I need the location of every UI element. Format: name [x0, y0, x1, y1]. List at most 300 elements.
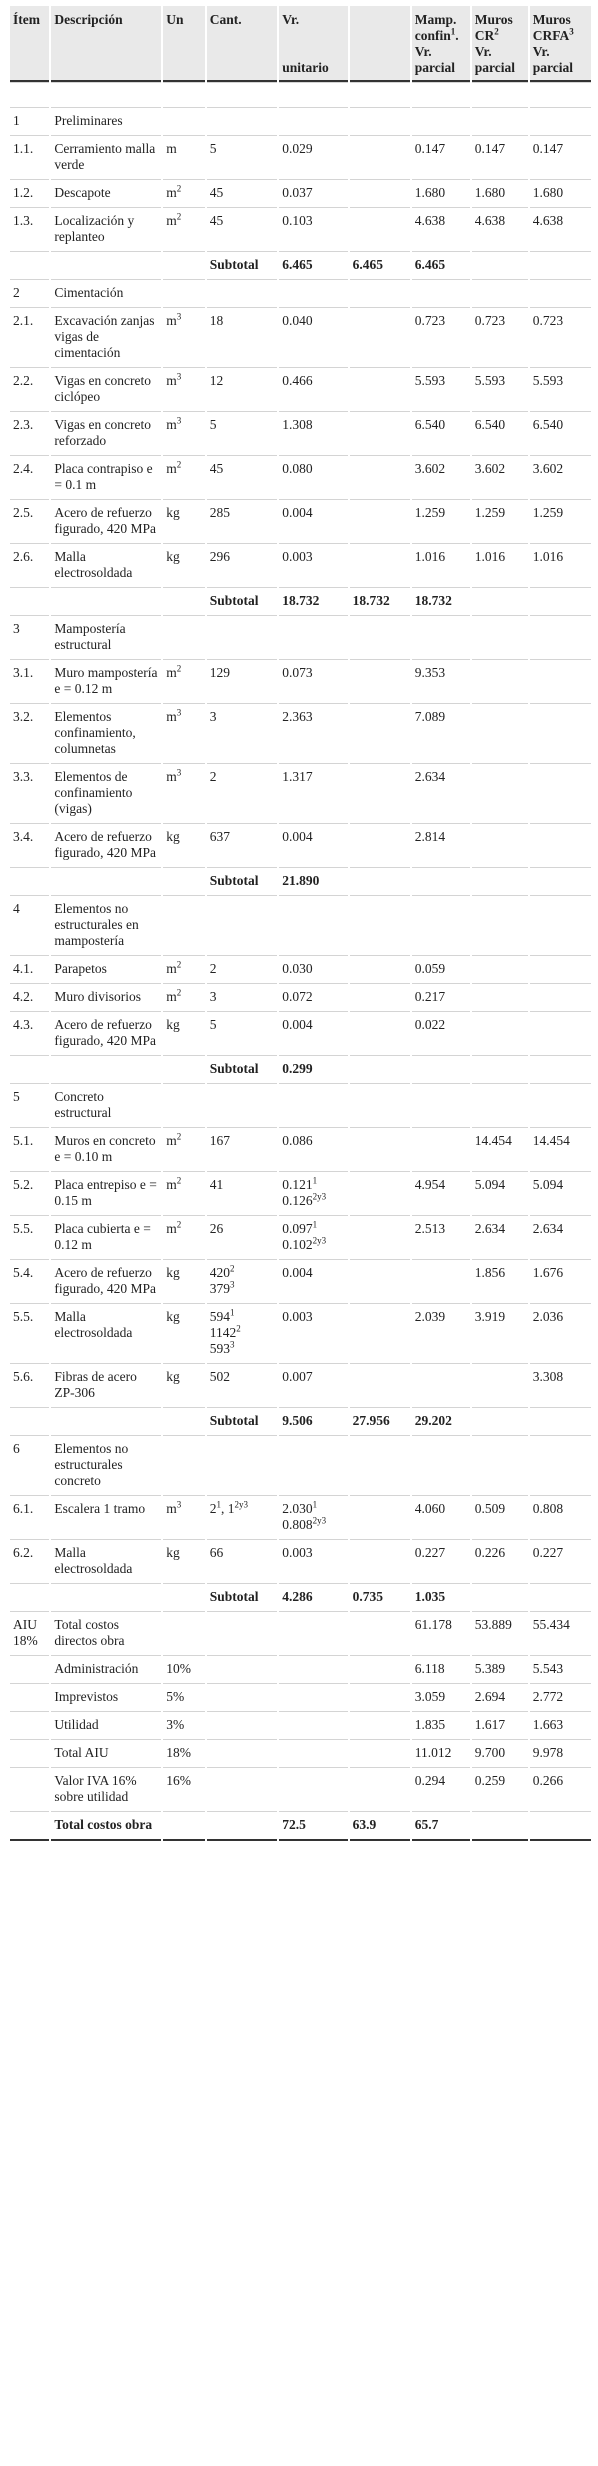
cell-description	[51, 955, 161, 983]
cell-text: 9.353	[414, 665, 446, 680]
cell-cr-parcial	[472, 251, 528, 279]
cell-text: Imprevistos	[54, 1689, 119, 1704]
cell-description	[51, 411, 161, 455]
superscript: 2	[236, 1323, 241, 1334]
section-row	[10, 279, 591, 307]
cell-quantity	[207, 1171, 277, 1215]
cell-quantity	[207, 1083, 277, 1127]
cell-item	[10, 867, 49, 895]
cell-description	[51, 1083, 161, 1127]
cell-text: 0.266	[532, 1773, 564, 1788]
cell-text: 0.097	[282, 1221, 313, 1236]
cell-text: 0.004	[282, 505, 313, 520]
cell-description	[51, 179, 161, 207]
cell-text: 1.680	[532, 185, 564, 200]
cell-cr-parcial	[472, 207, 528, 251]
table-row	[10, 1363, 591, 1407]
table-row	[10, 135, 591, 179]
cell-text: 0.735	[352, 1589, 383, 1604]
cell-cr-parcial	[472, 659, 528, 703]
cell-text: m	[166, 769, 177, 784]
cell-crfa-parcial	[530, 1495, 591, 1539]
cell-cr-parcial	[472, 703, 528, 763]
cell-unit-price	[279, 1171, 347, 1215]
cell-mamp-parcial	[412, 1363, 470, 1407]
cell-quantity	[207, 135, 277, 179]
cell-unit	[163, 82, 204, 107]
cell-text: 55.434	[532, 1617, 570, 1632]
cell-text: kg	[166, 1309, 180, 1324]
cell-text: Cerramiento malla verde	[54, 141, 156, 172]
cell-unit	[163, 1011, 204, 1055]
cell-text: 65.7	[414, 1817, 439, 1832]
cell-item	[10, 615, 49, 659]
cell-text: 2	[209, 1501, 217, 1516]
cell-text: Subtotal	[209, 593, 259, 608]
cell-unit	[163, 543, 204, 587]
cell-quantity	[207, 543, 277, 587]
cell-extra	[350, 1011, 410, 1055]
cell-text: 0.126	[282, 1193, 313, 1208]
cell-item	[10, 1215, 49, 1259]
cell-text: Escalera 1 tramo	[54, 1501, 146, 1516]
cell-text: 0.147	[474, 141, 506, 156]
subtotal-row	[10, 251, 591, 279]
cell-description	[51, 1303, 161, 1363]
cell-crfa-parcial	[530, 107, 591, 135]
cell-unit-price	[279, 1083, 347, 1127]
cell-text: m	[166, 961, 177, 976]
cell-item	[10, 955, 49, 983]
cell-unit	[163, 955, 204, 983]
cell-quantity	[207, 307, 277, 367]
cell-quantity	[207, 587, 277, 615]
cell-text: 5.5.	[13, 1309, 34, 1324]
cell-description	[51, 455, 161, 499]
cell-crfa-parcial	[530, 307, 591, 367]
cell-text: m	[166, 417, 177, 432]
superscript: 2y3	[312, 1515, 327, 1526]
cell-unit-price	[279, 823, 347, 867]
cell-cr-parcial	[472, 1711, 528, 1739]
cell-unit	[163, 307, 204, 367]
cell-quantity	[207, 367, 277, 411]
cell-text: 5	[13, 1089, 20, 1104]
cell-text: 61.178	[414, 1617, 452, 1632]
cell-item	[10, 587, 49, 615]
cell-extra	[350, 1655, 410, 1683]
cell-mamp-parcial	[412, 659, 470, 703]
cell-mamp-parcial	[412, 1215, 470, 1259]
cell-extra	[350, 867, 410, 895]
cell-quantity	[207, 82, 277, 107]
cell-extra	[350, 587, 410, 615]
cell-text: 2.4.	[13, 461, 34, 476]
cell-text: 2.363	[282, 709, 313, 724]
cell-text: Vigas en concreto reforzado	[54, 417, 152, 448]
cell-description	[51, 1711, 161, 1739]
cell-description	[51, 251, 161, 279]
superscript: 2	[176, 987, 182, 998]
table-row	[10, 703, 591, 763]
cell-text: 0.080	[282, 461, 313, 476]
cell-text: 0.003	[282, 1309, 313, 1324]
cell-description	[51, 1363, 161, 1407]
cell-extra	[350, 179, 410, 207]
cell-text: 5.2.	[13, 1177, 34, 1192]
cell-text: 594	[209, 1309, 230, 1324]
header-unit: Un	[163, 6, 204, 82]
cell-unit	[163, 1683, 204, 1711]
cell-unit	[163, 1767, 204, 1811]
cell-extra	[350, 455, 410, 499]
cell-extra	[350, 499, 410, 543]
cell-text: 18.732	[414, 593, 452, 608]
cell-cr-parcial	[472, 1363, 528, 1407]
table-row	[10, 367, 591, 411]
cell-unit-price	[279, 1655, 347, 1683]
superscript: 2	[176, 1175, 182, 1186]
cell-unit	[163, 1363, 204, 1407]
cell-unit-price	[279, 1215, 347, 1259]
cell-text: 0.003	[282, 1545, 313, 1560]
cell-text: 0.121	[282, 1177, 313, 1192]
cell-quantity	[207, 1611, 277, 1655]
cell-text: 6.540	[474, 417, 506, 432]
table-row	[10, 1495, 591, 1539]
cell-item	[10, 455, 49, 499]
cell-quantity	[207, 983, 277, 1011]
cell-text: 0.103	[282, 213, 313, 228]
cell-extra	[350, 1767, 410, 1811]
cell-text: 4.2.	[13, 989, 34, 1004]
cell-quantity	[207, 1215, 277, 1259]
superscript: 2y3	[312, 1235, 327, 1246]
cell-description	[51, 1215, 161, 1259]
cell-text: 14.454	[474, 1133, 512, 1148]
header-unit-price: Vr. unitario	[279, 6, 347, 82]
cell-extra	[350, 823, 410, 867]
cell-unit	[163, 499, 204, 543]
cell-unit-price	[279, 1495, 347, 1539]
cell-item	[10, 499, 49, 543]
cell-unit	[163, 1259, 204, 1303]
subtotal-row	[10, 1407, 591, 1435]
cell-text: Total costos directos obra	[54, 1617, 125, 1648]
subtotal-row	[10, 867, 591, 895]
cell-quantity	[207, 955, 277, 983]
cell-description	[51, 307, 161, 367]
table-row	[10, 1011, 591, 1055]
table-row	[10, 307, 591, 367]
cell-text: 1.2.	[13, 185, 34, 200]
cell-item	[10, 703, 49, 763]
cell-mamp-parcial	[412, 1127, 470, 1171]
superscript: 2	[176, 183, 182, 194]
cell-unit	[163, 823, 204, 867]
cell-crfa-parcial	[530, 703, 591, 763]
cell-cr-parcial	[472, 867, 528, 895]
cell-text: 1.259	[414, 505, 446, 520]
cell-text: 3.059	[414, 1689, 446, 1704]
cell-mamp-parcial	[412, 1083, 470, 1127]
cell-quantity	[207, 1407, 277, 1435]
cell-text: 3.3.	[13, 769, 34, 784]
cell-cr-parcial	[472, 1583, 528, 1611]
cell-text: 0.086	[282, 1133, 313, 1148]
cell-text: Mampostería estructural	[54, 621, 126, 652]
cell-unit-price	[279, 1611, 347, 1655]
section-row	[10, 107, 591, 135]
cell-unit	[163, 1171, 204, 1215]
cell-text: 1.016	[474, 549, 506, 564]
cell-text: Elementos confinamiento, columnetas	[54, 709, 136, 756]
cell-description	[51, 1011, 161, 1055]
cell-text: 4.1.	[13, 961, 34, 976]
cell-unit-price	[279, 659, 347, 703]
cell-text: 5%	[166, 1689, 185, 1704]
cell-quantity	[207, 411, 277, 455]
cell-text: 2.036	[532, 1309, 564, 1324]
cell-text: Malla electrosoldada	[54, 1545, 133, 1576]
cell-text: 2	[209, 769, 217, 784]
cell-crfa-parcial	[530, 251, 591, 279]
cell-text: 2.2.	[13, 373, 34, 388]
superscript: 1	[229, 1307, 235, 1318]
cell-item	[10, 983, 49, 1011]
cell-description	[51, 895, 161, 955]
subtotal-row	[10, 1583, 591, 1611]
cell-text: 502	[209, 1369, 230, 1384]
cell-cr-parcial	[472, 107, 528, 135]
cell-text: 420	[209, 1265, 230, 1280]
cell-cr-parcial	[472, 1127, 528, 1171]
cell-text: kg	[166, 829, 180, 844]
cell-text: m	[166, 1221, 177, 1236]
cell-text: 4	[13, 901, 20, 916]
cell-mamp-parcial	[412, 1055, 470, 1083]
cell-text: 1142	[209, 1325, 237, 1340]
cell-description	[51, 135, 161, 179]
cell-text: 0.227	[532, 1545, 564, 1560]
cell-mamp-parcial	[412, 499, 470, 543]
cell-text: 0.040	[282, 313, 313, 328]
cell-description	[51, 659, 161, 703]
cell-mamp-parcial	[412, 179, 470, 207]
cell-text: 0.259	[474, 1773, 506, 1788]
cell-crfa-parcial	[530, 279, 591, 307]
cell-unit	[163, 587, 204, 615]
cell-text: 5	[209, 141, 217, 156]
cell-mamp-parcial	[412, 1655, 470, 1683]
cell-text: 18.732	[352, 593, 390, 608]
cell-text: 6.540	[414, 417, 446, 432]
cell-text: 285	[209, 505, 230, 520]
cell-crfa-parcial	[530, 955, 591, 983]
cell-item	[10, 1259, 49, 1303]
cell-text: Subtotal	[209, 1061, 259, 1076]
cell-crfa-parcial	[530, 1611, 591, 1655]
cell-text: 2.814	[414, 829, 446, 844]
cell-text: 12	[209, 373, 224, 388]
cell-text: Total AIU	[54, 1745, 109, 1760]
cell-text: 1.035	[414, 1589, 446, 1604]
cell-unit-price	[279, 1011, 347, 1055]
cell-text: 0.029	[282, 141, 313, 156]
cell-text: 296	[209, 549, 230, 564]
table-row	[10, 983, 591, 1011]
cell-crfa-parcial	[530, 1435, 591, 1495]
cell-unit	[163, 1055, 204, 1083]
cell-text: m	[166, 1133, 177, 1148]
cell-text: 593	[209, 1341, 230, 1356]
cell-text: Subtotal	[209, 1589, 259, 1604]
header-mamp-confin: Mamp. confin$^1$. Vr. parcial	[412, 6, 470, 82]
cell-item	[10, 1083, 49, 1127]
cell-mamp-parcial	[412, 82, 470, 107]
cell-text: 2	[209, 961, 217, 976]
cell-text: 6.465	[282, 257, 313, 272]
cell-text: 27.956	[352, 1413, 390, 1428]
cell-text: kg	[166, 549, 180, 564]
table-row	[10, 543, 591, 587]
cell-text: 5.593	[474, 373, 506, 388]
cell-text: m	[166, 1501, 177, 1516]
cell-description	[51, 1127, 161, 1171]
cell-extra	[350, 1407, 410, 1435]
cell-text: m	[166, 185, 177, 200]
table-row	[10, 1539, 591, 1583]
cell-text: m	[166, 665, 177, 680]
cell-crfa-parcial	[530, 179, 591, 207]
cell-text: Utilidad	[54, 1717, 99, 1732]
superscript: 1	[312, 1219, 318, 1230]
cell-description	[51, 587, 161, 615]
cell-text: m	[166, 313, 177, 328]
cell-text: 21.890	[282, 873, 320, 888]
cell-crfa-parcial	[530, 823, 591, 867]
cell-cr-parcial	[472, 1655, 528, 1683]
superscript: 3	[176, 415, 182, 426]
cell-crfa-parcial	[530, 615, 591, 659]
cell-quantity	[207, 1711, 277, 1739]
cell-text: 0.004	[282, 1017, 313, 1032]
cell-description	[51, 279, 161, 307]
cell-cr-parcial	[472, 279, 528, 307]
cell-text: 5.094	[474, 1177, 506, 1192]
cell-crfa-parcial	[530, 367, 591, 411]
cell-mamp-parcial	[412, 1303, 470, 1363]
cell-description	[51, 1583, 161, 1611]
cell-quantity	[207, 455, 277, 499]
cell-item	[10, 82, 49, 107]
cell-cr-parcial	[472, 179, 528, 207]
cell-unit-price	[279, 1363, 347, 1407]
cell-text: 2.634	[474, 1221, 506, 1236]
cell-text: 3.602	[474, 461, 506, 476]
cell-cr-parcial	[472, 1055, 528, 1083]
cell-unit	[163, 703, 204, 763]
cell-quantity	[207, 1655, 277, 1683]
cell-cr-parcial	[472, 1303, 528, 1363]
cell-text: Subtotal	[209, 1413, 259, 1428]
cell-extra	[350, 1055, 410, 1083]
superscript: 1	[312, 1175, 318, 1186]
header-muros-crfa: Muros CRFA$^3$ Vr. parcial	[530, 6, 591, 82]
cell-mamp-parcial	[412, 279, 470, 307]
cell-cr-parcial	[472, 1215, 528, 1259]
superscript: 2	[176, 1219, 182, 1230]
cell-item	[10, 179, 49, 207]
cell-mamp-parcial	[412, 307, 470, 367]
header-row	[10, 6, 591, 82]
cell-item	[10, 1363, 49, 1407]
cell-item	[10, 659, 49, 703]
cell-extra	[350, 1363, 410, 1407]
cell-description	[51, 1259, 161, 1303]
cell-unit	[163, 1495, 204, 1539]
cell-text: Concreto estructural	[54, 1089, 112, 1120]
cell-crfa-parcial	[530, 1083, 591, 1127]
cell-extra	[350, 1539, 410, 1583]
cell-description	[51, 703, 161, 763]
cell-quantity	[207, 1811, 277, 1841]
cell-text: 129	[209, 665, 230, 680]
cell-text: 4.954	[414, 1177, 446, 1192]
cell-description	[51, 1811, 161, 1841]
cell-text: 0.003	[282, 549, 313, 564]
cell-text: 2.694	[474, 1689, 506, 1704]
cell-text: Localización y replanteo	[54, 213, 135, 244]
table-row	[10, 659, 591, 703]
cell-text: Subtotal	[209, 257, 259, 272]
cell-description	[51, 1539, 161, 1583]
cell-extra	[350, 1811, 410, 1841]
cell-item	[10, 1127, 49, 1171]
cell-text: 1.317	[282, 769, 313, 784]
cell-item	[10, 1583, 49, 1611]
cell-cr-parcial	[472, 82, 528, 107]
table-row	[10, 411, 591, 455]
cell-mamp-parcial	[412, 1611, 470, 1655]
cell-text: kg	[166, 1017, 180, 1032]
cell-text: 1.856	[474, 1265, 506, 1280]
cell-text: 1	[13, 113, 20, 128]
cell-mamp-parcial	[412, 1495, 470, 1539]
cell-crfa-parcial	[530, 411, 591, 455]
cell-crfa-parcial	[530, 82, 591, 107]
cell-text: 0.007	[282, 1369, 313, 1384]
cell-quantity	[207, 703, 277, 763]
cell-mamp-parcial	[412, 955, 470, 983]
cell-item	[10, 1055, 49, 1083]
cell-item	[10, 1683, 49, 1711]
cell-text: 1.676	[532, 1265, 564, 1280]
cell-text: 3.2.	[13, 709, 34, 724]
cell-text: 3.919	[474, 1309, 506, 1324]
cell-cr-parcial	[472, 587, 528, 615]
cell-text: 1.835	[414, 1717, 446, 1732]
cell-quantity	[207, 107, 277, 135]
cell-quantity	[207, 207, 277, 251]
construction-budget-table	[8, 6, 593, 1841]
cell-text: kg	[166, 505, 180, 520]
cell-description	[51, 983, 161, 1011]
table-row	[10, 1127, 591, 1171]
cell-text: 0.808	[532, 1501, 564, 1516]
table-row	[10, 763, 591, 823]
cell-unit	[163, 1435, 204, 1495]
